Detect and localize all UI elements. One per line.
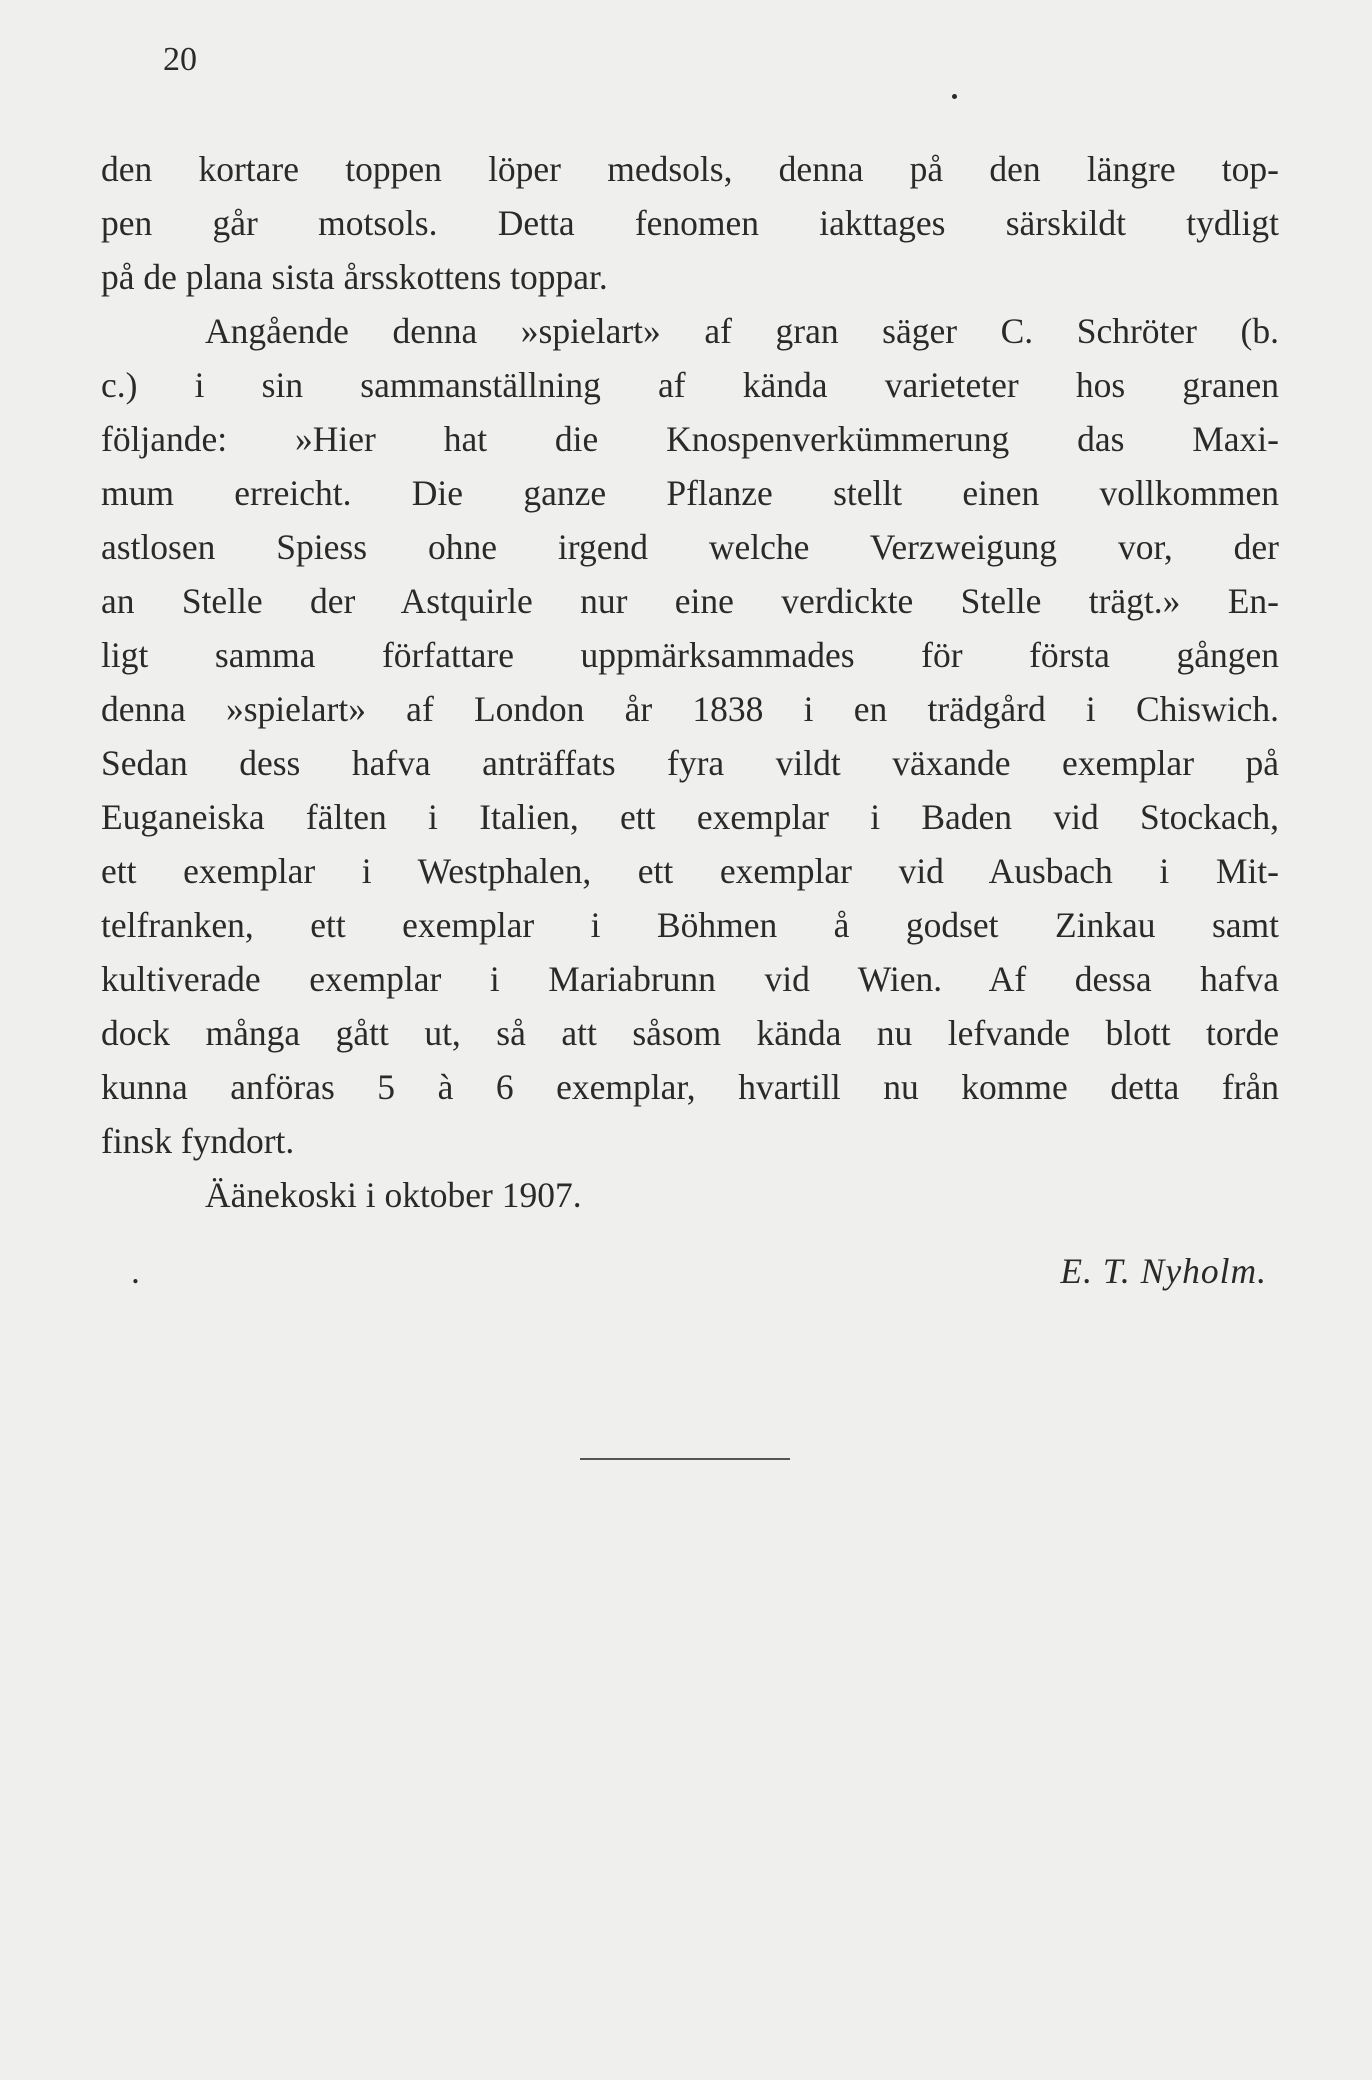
text-line: an Stelle der Astquirle nur eine verdickte Stelle trägt.» En-: [101, 581, 1279, 621]
text-line: ligt samma författare uppmärksammades för första gången: [101, 635, 1279, 675]
text-line: dock många gått ut, så att såsom kända nu lefvande blott torde: [101, 1013, 1279, 1053]
text-line: pen går motsols. Detta fenomen iakttages särskildt tydligt: [101, 203, 1279, 243]
text-line: följande: »Hier hat die Knospenverkümmerung das Maxi-: [101, 419, 1279, 459]
page-number: 20: [163, 41, 197, 78]
print-speck: [952, 94, 957, 99]
text-line: denna »spielart» af London år 1838 i en trädgård i Chiswich.: [101, 689, 1279, 729]
text-line: kunna anföras 5 à 6 exemplar, hvartill nu komme detta från: [101, 1067, 1279, 1107]
section-divider: [580, 1458, 790, 1460]
text-line: finsk fyndort.: [101, 1121, 295, 1161]
author-signature: E. T. Nyholm.: [1060, 1251, 1267, 1291]
text-line: Angående denna »spielart» af gran säger C. Schröter (b.: [205, 311, 1279, 351]
signature-line: [101, 1244, 1279, 1298]
text-line: astlosen Spiess ohne irgend welche Verzweigung vor, der: [101, 527, 1279, 567]
body-text: [101, 142, 1279, 1222]
text-line: ett exemplar i Westphalen, ett exemplar vid Ausbach i Mit-: [101, 851, 1279, 891]
text-line: c.) i sin sammanställning af kända varieteter hos granen: [101, 365, 1279, 405]
text-line: telfranken, ett exemplar i Böhmen å godset Zinkau samt: [101, 905, 1279, 945]
place-date-line: Äänekoski i oktober 1907.: [205, 1175, 582, 1215]
text-line: Euganeiska fälten i Italien, ett exemplar i Baden vid Stockach,: [101, 797, 1279, 837]
text-line: mum erreicht. Die ganze Pflanze stellt einen vollkommen: [101, 473, 1279, 513]
text-line: kultiverade exemplar i Mariabrunn vid Wien. Af dessa hafva: [101, 959, 1279, 999]
text-line: den kortare toppen löper medsols, denna på den längre top-: [101, 149, 1279, 189]
text-line: Sedan dess hafva anträffats fyra vildt växande exemplar på: [101, 743, 1279, 783]
stray-dot: .: [131, 1251, 140, 1291]
text-line: på de plana sista årsskottens toppar.: [101, 257, 608, 297]
